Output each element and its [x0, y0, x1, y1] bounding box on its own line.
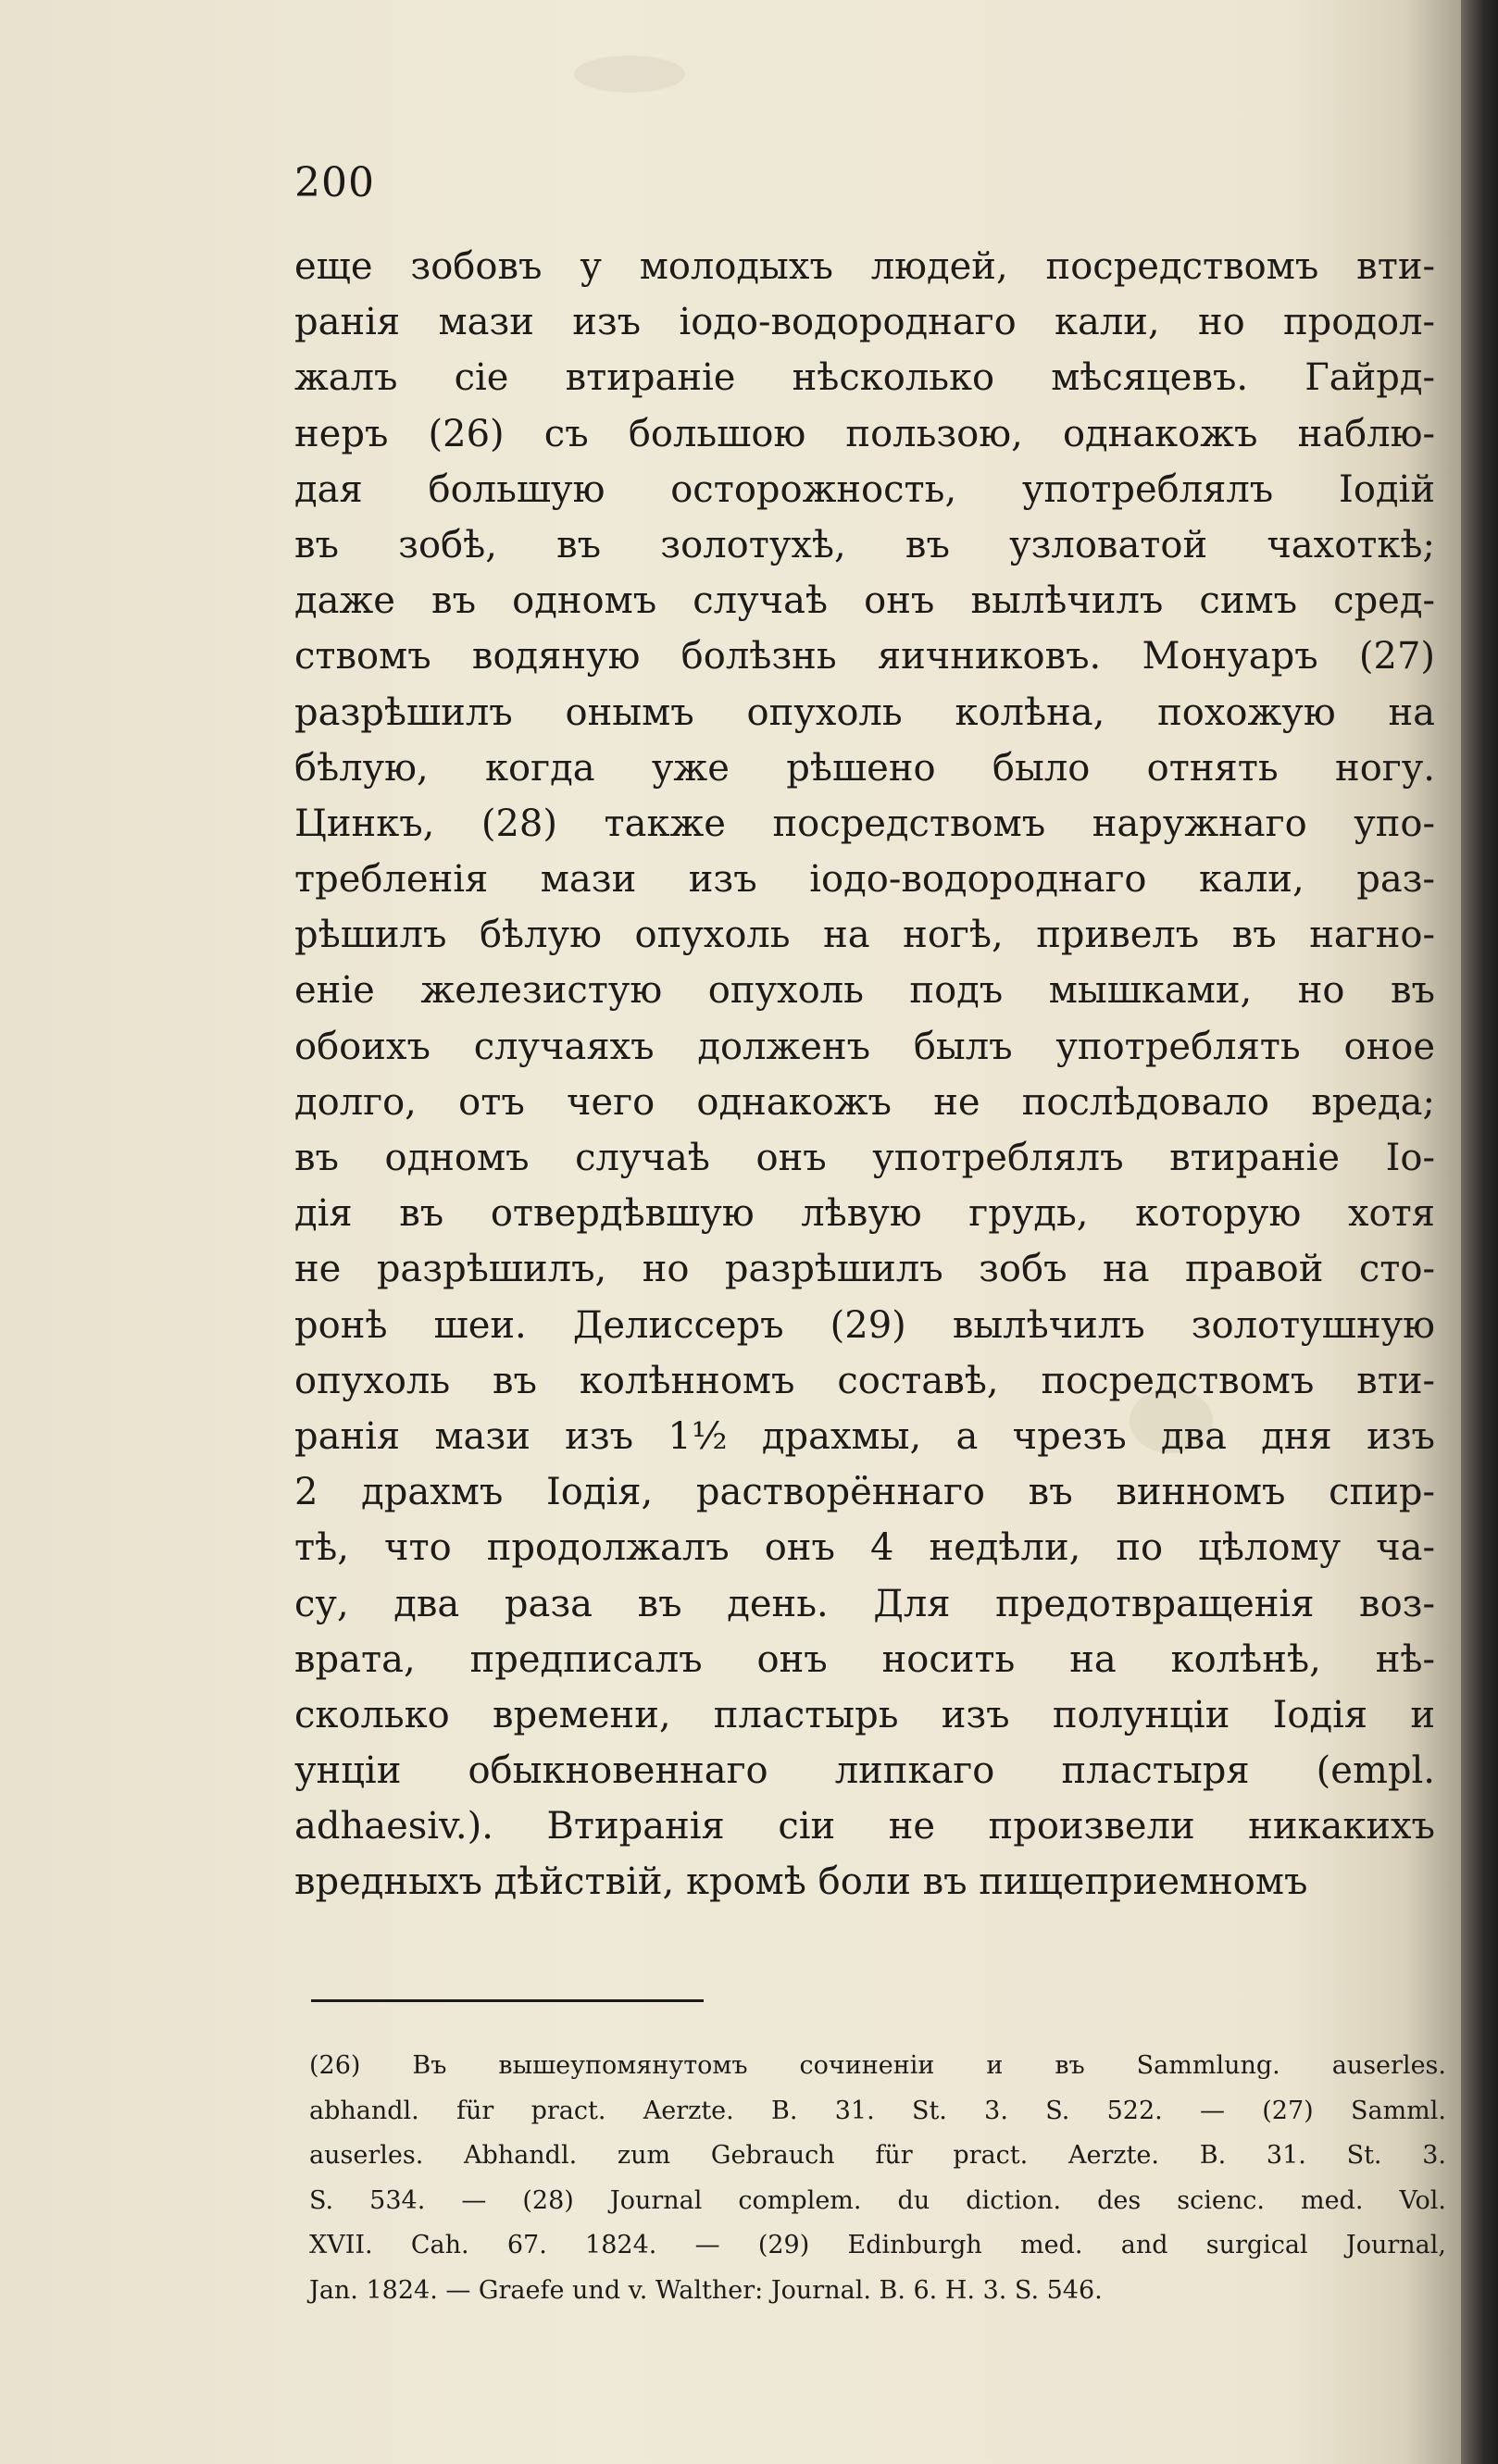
footnotes	[309, 2044, 1446, 2313]
footnote-line: Jan. 1824. — Graefe und v. Walther: Journal. B. 6. H. 3. S. 546.	[309, 2275, 1103, 2305]
footnote-line: XVII. Cah. 67. 1824. — (29) Edinburgh med. and surgical Journal,	[309, 2231, 1446, 2259]
text-line: еніе железистую опухоль подъ мышками, но въ	[294, 969, 1435, 1013]
text-line: разрѣшилъ онымъ опухоль колѣна, похожую на	[294, 691, 1435, 734]
text-line: неръ (26) съ большою пользою, однакожъ наблю-	[294, 412, 1435, 455]
page-number: 200	[294, 159, 375, 206]
text-line: дія въ отвердѣвшую лѣвую грудь, которую хотя	[294, 1192, 1435, 1236]
footnote-line: (26) Въ вышеупомянутомъ сочиненіи и въ Sammlung. auserles.	[309, 2051, 1446, 2080]
text-line: не разрѣшилъ, но разрѣшилъ зобъ на правой сто-	[294, 1248, 1435, 1291]
paper-stain	[574, 56, 685, 93]
text-line: въ одномъ случаѣ онъ употреблялъ втираніе Іо-	[294, 1137, 1435, 1179]
text-line: врата, предписалъ онъ носить на колѣнѣ, нѣ-	[294, 1637, 1435, 1681]
text-line: вредныхъ дѣйствій, кромѣ боли въ пищеприемномъ	[294, 1860, 1308, 1904]
text-line: Цинкъ, (28) также посредствомъ наружнаго упо-	[294, 802, 1435, 845]
text-line: ствомъ водяную болѣзнь яичниковъ. Монуаръ (27)	[294, 635, 1435, 678]
text-line: бѣлую, когда уже рѣшено было отнять ногу.	[294, 746, 1435, 790]
footnote-divider	[311, 1999, 704, 2002]
text-line: опухоль въ колѣнномъ составѣ, посредствомъ вти-	[294, 1359, 1435, 1402]
footnote-line: S. 534. — (28) Journal complem. du diction. des scienc. med. Vol.	[309, 2185, 1446, 2215]
text-line: 2 драхмъ Іодія, растворённаго въ винномъ спир-	[294, 1471, 1435, 1514]
text-line: еще зобовъ у молодыхъ людей, посредствомъ вти-	[294, 245, 1435, 288]
text-line: дая большую осторожность, употреблялъ Іодій	[294, 467, 1435, 511]
text-line: обоихъ случаяхъ долженъ былъ употреблять оное	[294, 1025, 1435, 1068]
text-line: унціи обыкновеннаго липкаго пластыря (empl.	[294, 1749, 1435, 1793]
text-line: даже въ одномъ случаѣ онъ вылѣчилъ симъ сред-	[294, 579, 1435, 623]
text-line: ронѣ шеи. Делиссеръ (29) вылѣчилъ золотушную	[294, 1303, 1435, 1347]
text-line: рѣшилъ бѣлую опухоль на ногѣ, привелъ въ нагно-	[294, 914, 1435, 957]
footnote-line: auserles. Abhandl. zum Gebrauch für pract. Aerzte. B. 31. St. 3.	[309, 2141, 1446, 2170]
text-line: ранія мази изъ 1½ драхмы, а чрезъ два дня изъ	[294, 1414, 1435, 1458]
text-line: ранія мази изъ іодо-водороднаго кали, но продол-	[294, 301, 1435, 344]
text-line: тѣ, что продолжалъ онъ 4 недѣли, по цѣлому ча-	[294, 1526, 1435, 1570]
text-line: adhaesiv.). Втиранія сіи не произвели никакихъ	[294, 1805, 1435, 1848]
body-text	[294, 239, 1435, 1910]
text-line: су, два раза въ день. Для предотвращенія воз-	[294, 1582, 1435, 1625]
text-line: сколько времени, пластырь изъ полунціи Іодія и	[294, 1693, 1435, 1736]
text-line: въ зобѣ, въ золотухѣ, въ узловатой чахоткѣ;	[294, 523, 1435, 566]
text-line: долго, отъ чего однакожъ не послѣдовало вреда;	[294, 1080, 1435, 1124]
text-line: требленія мази изъ іодо-водороднаго кали, раз-	[294, 858, 1435, 902]
text-line: жалъ сіе втираніе нѣсколько мѣсяцевъ. Гайрд-	[294, 356, 1435, 400]
footnote-line: abhandl. für pract. Aerzte. B. 31. St. 3. S. 522. — (27) Samml.	[309, 2096, 1446, 2125]
page-edge-shadow	[1461, 0, 1498, 2464]
